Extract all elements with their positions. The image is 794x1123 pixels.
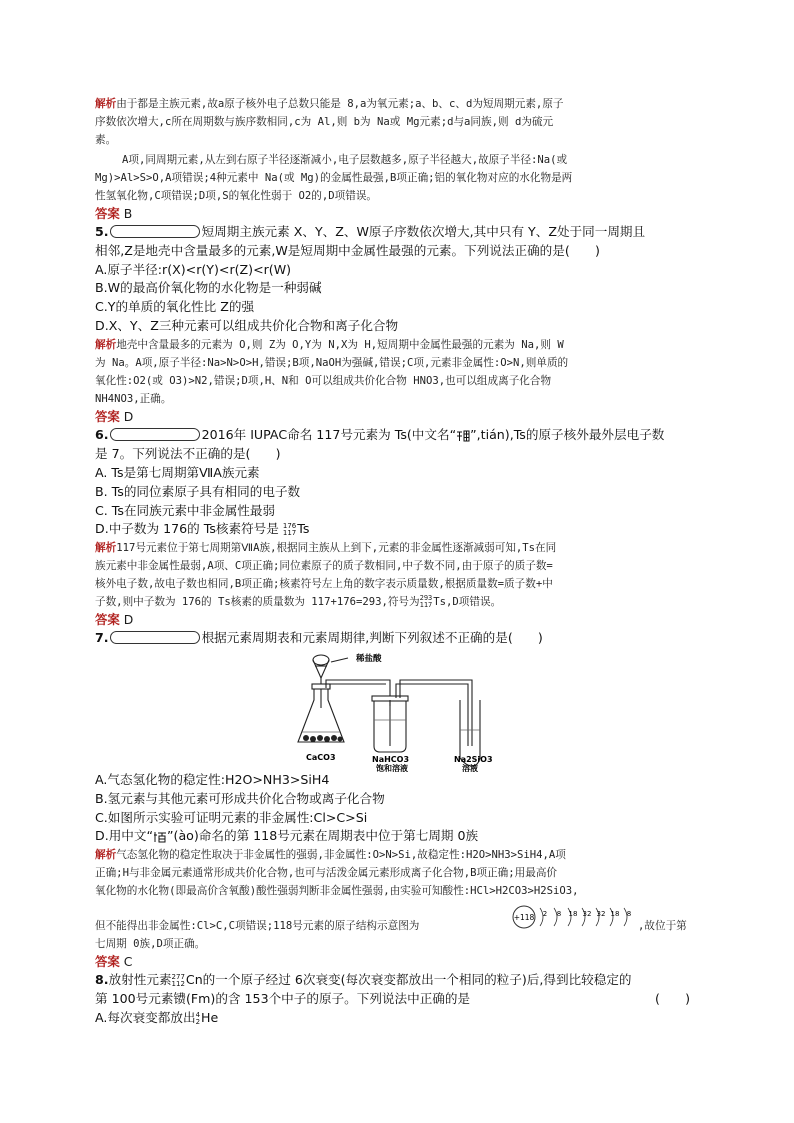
caco3-solid [303, 735, 343, 742]
q7-option-b: B.氢元素与其他元素可形成共价化合物或离子化合物 [95, 791, 385, 806]
q5-option-c: C.Y的单质的氧化性比 Z的强 [95, 299, 255, 314]
cn277-nuclide-indices: 277 112 [171, 972, 185, 988]
electron-shell-count: 32 [582, 910, 592, 918]
q6-answer: 答案 D [95, 612, 134, 627]
separatory-funnel [313, 655, 329, 665]
q7-analysis-line-4-tail: ,故位于第 [638, 920, 687, 932]
electron-shell-count: 8 [626, 910, 632, 918]
q6-analysis-line-2: 族元素中非金属性最弱,A项、C项正确;同位素原子的质子数相同,中子数不同,由于原子的质子数= [95, 560, 553, 572]
q7-analysis-line-5: 七周期 0族,D项正确。 [95, 938, 206, 950]
q6-option-b: B. Ts的同位素原子具有相同的电子数 [95, 484, 301, 499]
q6-option-a: A. Ts是第七周期第ⅦA族元素 [95, 465, 260, 480]
q7-analysis-line-4: 但不能得出非金属性:Cl>C,C项错误;118号元素的原子结构示意图为 [95, 920, 420, 932]
q5-answer: 答案 D [95, 409, 134, 424]
q7-analysis-line-2: 正确;H与非金属元素通常形成共价化合物,也可与活泼金属元素形成离子化合物,B项正确;用最高价 [95, 867, 558, 879]
q5-tag-pill [110, 225, 200, 238]
q5-analysis-line-4: NH4NO3,正确。 [95, 393, 172, 405]
atomic-structure-diagram [510, 902, 640, 932]
q7-option-d: D.用中文“ ”(ào)命名的第 118号元素在周期表中位于第七周期 0族 [95, 828, 479, 843]
q6-option-c: C. Ts在同族元素中非金属性最弱 [95, 503, 276, 518]
q7-option-a: A.气态氢化物的稳定性:H2O>NH3>SiH4 [95, 772, 330, 787]
ts293-nuclide-indices: 293 117 [419, 594, 433, 609]
q8-stem-line-1: 8.放射性元素 277 112 Cn的一个原子经过 6次衰变(每次衰变都放出一个相同的粒子)后,得到比较稳定的 [95, 972, 632, 988]
q4-answer: 答案 B [95, 206, 133, 221]
q6-stem-line-2: 是 7。下列说法不正确的是( ) [95, 446, 281, 461]
q5-stem-line-1: 5. 短周期主族元素 X、Y、Z、W原子序数依次增大,其中只有 Y、Z处于同一周期且 [95, 224, 646, 239]
q8-answer-paren: ( ) [655, 991, 691, 1006]
q8-option-a: A.每次衰变都放出 4 2 He [95, 1010, 219, 1026]
q7-analysis-line-3: 氧化物的水化物(即最高价含氧酸)酸性强弱判断非金属性强弱,由实验可知酸性:HCl>H2CO3>H2SiO3, [95, 885, 579, 897]
q6-analysis-line-4: 子数,则中子数为 176的 Ts核素的质量数为 117+176=293,符号为 293 117 Ts,D项错误。 [95, 594, 502, 609]
label-saturated-solution: 饱和溶液 [376, 764, 408, 772]
q7-analysis-line-1: 解析气态氢化物的稳定性取决于非金属性的强弱,非金属性:O>N>Si,故稳定性:H2O>NH3>SiH4,A项 [95, 849, 566, 861]
q5-option-b: B.W的最高价氧化物的水化物是一种弱碱 [95, 280, 322, 295]
electron-shell-count: 18 [610, 910, 620, 918]
q5-analysis-line-1: 解析地壳中含量最多的元素为 O,则 Z为 O,Y为 N,X为 H,短周期中金属性最强的元素为 Na,则 W [95, 339, 564, 351]
nucleus-charge: +118 [513, 913, 535, 922]
ts176-nuclide-indices: 176 117 [282, 521, 297, 537]
label-caco3: CaCO3 [306, 753, 336, 762]
experiment-apparatus-figure [290, 650, 520, 772]
q4-analysis-line-3: 素。 [95, 134, 117, 146]
label-dilute-hcl: 稀盐酸 [356, 654, 382, 664]
label-nahco3: NaHCO3 [372, 755, 410, 764]
q4-analysis-line-5: Mg)>Al>S>O,A项错误;4种元素中 Na(或 Mg)的金属性最强,B项正确;铝的氧化物对应的水化物是两 [95, 172, 573, 184]
label-na2sio3: Na2SiO3 [454, 755, 493, 764]
q7-answer: 答案 C [95, 954, 133, 969]
q6-analysis-line-3: 核外电子数,故电子数也相同,B项正确;核素符号左上角的数字表示质量数,根据质量数=质子数+中 [95, 578, 553, 590]
q5-analysis-line-2: 为 Na。A项,原子半径:Na>N>O>H,错误;B项,NaOH为强碱,错误;C项,元素非金属性:O>N,则单质的 [95, 357, 569, 369]
he4-nuclide-indices: 4 2 [195, 1010, 201, 1026]
q6-tag-pill [110, 428, 200, 441]
q5-stem-line-2: 相邻,Z是地壳中含量最多的元素,W是短周期中金属性最强的元素。下列说法正确的是( ) [95, 243, 600, 258]
electron-shells [540, 908, 631, 926]
q6-stem-line-1: 6. 2016年 IUPAC命名 117号元素为 Ts(中文名“ ”,tián),Ts的原子核外最外层电子数 [95, 427, 665, 442]
label-solution: 溶液 [462, 764, 478, 772]
electron-shell-count: 32 [596, 910, 606, 918]
q8-stem-line-2: 第 100号元素镄(Fm)的含 153个中子的原子。下列说法中正确的是 [95, 991, 471, 1006]
q4-analysis-line-4: A项,同周期元素,从左到右原子半径逐渐减小,电子层数越多,原子半径越大,故原子半径:Na(或 [122, 154, 568, 166]
q5-option-d: D.X、Y、Z三种元素可以组成共价化合物和离子化合物 [95, 318, 399, 333]
q4-analysis-line-2: 序数依次增大,c所在周期数与族序数相同,c为 Al,则 b为 Na或 Mg元素;d与a同族,则 d为硫元 [95, 116, 554, 128]
q7-stem-line-1: 7. 根据元素周期表和元素周期律,判断下列叙述不正确的是( ) [95, 630, 543, 645]
q5-option-a: A.原子半径:r(X)<r(Y)<r(Z)<r(W) [95, 262, 292, 277]
q7-option-c: C.如图所示实验可证明元素的非金属性:Cl>C>Si [95, 810, 368, 825]
q6-analysis-line-1: 解析117号元素位于第七周期第ⅦA族,根据同主族从上到下,元素的非金属性逐渐减弱可知,Ts在同 [95, 542, 557, 554]
electron-shell-count: 2 [542, 910, 548, 918]
tian-character-glyph-icon [456, 430, 470, 442]
ao-character-glyph-icon [153, 831, 167, 843]
q4-analysis-line-6: 性氢氧化物,C项错误;D项,S的氧化性弱于 O2的,D项错误。 [95, 190, 378, 202]
electron-shell-count: 8 [556, 910, 562, 918]
q7-tag-pill [110, 631, 200, 644]
electron-shell-count: 18 [568, 910, 578, 918]
q6-option-d: D.中子数为 176的 Ts核素符号是 176 117 Ts [95, 521, 310, 537]
q5-analysis-line-3: 氧化性:O2(或 O3)>N2,错误;D项,H、N和 O可以组成共价化合物 HNO3,也可以组成离子化合物 [95, 375, 552, 387]
q4-analysis-line-1: 解析由于都是主族元素,故a原子核外电子总数只能是 8,a为氧元素;a、b、c、d为短周期元素,原子 [95, 98, 564, 110]
